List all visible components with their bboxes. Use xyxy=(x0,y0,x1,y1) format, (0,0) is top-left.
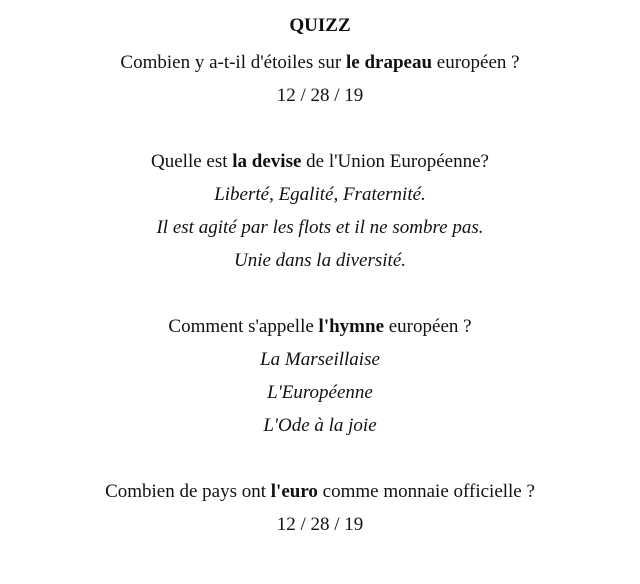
question-2-text-before: Quelle est xyxy=(151,151,233,172)
question-4 xyxy=(0,475,640,508)
question-2 xyxy=(0,145,640,178)
question-2-text-after: de l'Union Européenne? xyxy=(301,151,489,172)
question-1-keyword: le drapeau xyxy=(346,52,433,73)
question-3-answer-2: L'Européenne xyxy=(267,382,373,403)
quiz-title: QUIZZ xyxy=(289,15,351,36)
question-1-text-before: Combien y a-t-il d'étoiles sur xyxy=(120,52,346,73)
question-3-keyword: l'hymne xyxy=(318,316,384,337)
question-2-keyword: la devise xyxy=(232,151,302,172)
question-4-text-before: Combien de pays ont xyxy=(105,481,271,502)
question-3-text-before: Comment s'appelle xyxy=(168,316,319,337)
question-2-answer-1: Liberté, Egalité, Fraternité. xyxy=(214,184,426,205)
question-3-answer-3: L'Ode à la joie xyxy=(263,415,377,436)
quiz-document xyxy=(0,12,640,541)
question-4-answer-1: 12 / 28 / 19 xyxy=(276,514,364,535)
question-1-answer-1: 12 / 28 / 19 xyxy=(276,85,364,106)
question-4-keyword: l'euro xyxy=(270,481,318,502)
question-1-text-after: européen ? xyxy=(432,52,520,73)
question-2-answer-3: Unie dans la diversité. xyxy=(233,250,407,271)
spacer xyxy=(0,112,640,145)
spacer xyxy=(0,277,640,310)
question-3-answer-1: La Marseillaise xyxy=(260,349,380,370)
question-3 xyxy=(0,310,640,343)
spacer xyxy=(0,442,640,475)
question-4-text-after: comme monnaie officielle ? xyxy=(317,481,535,502)
question-1 xyxy=(0,46,640,79)
question-2-answer-2: Il est agité par les flots et il ne sombre pas. xyxy=(156,217,484,238)
question-3-text-after: européen ? xyxy=(384,316,472,337)
